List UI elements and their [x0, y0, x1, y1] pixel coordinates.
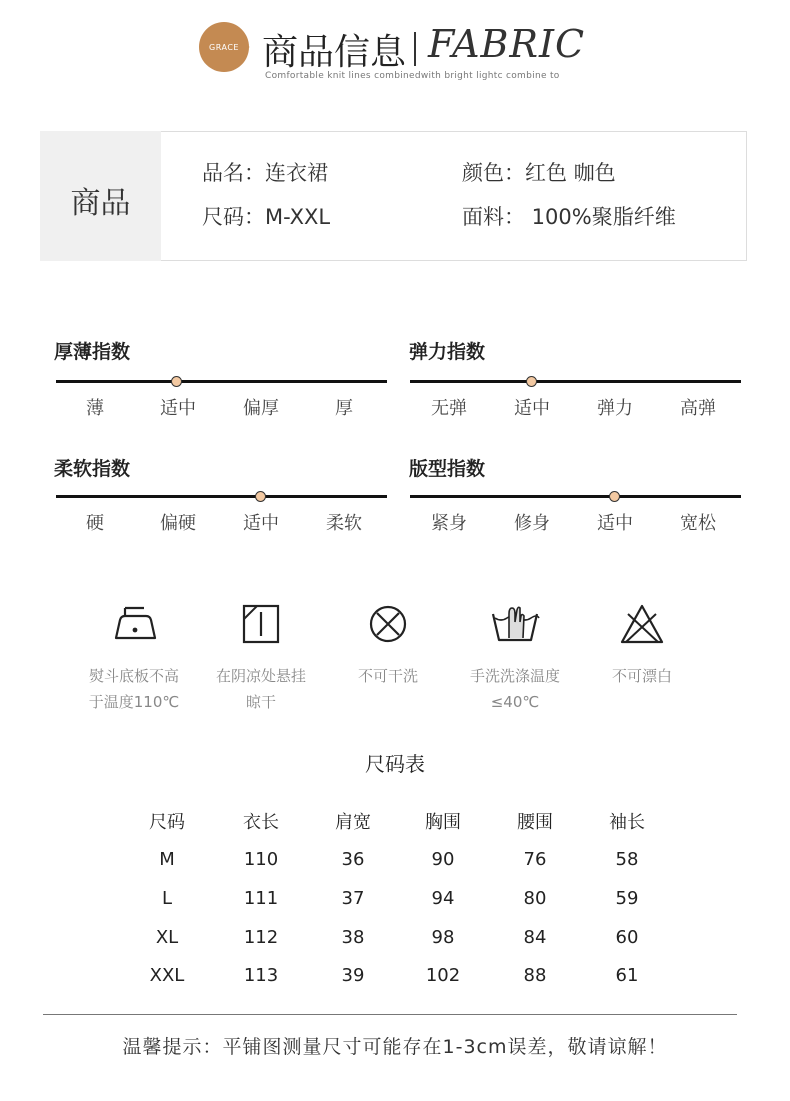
bottom-divider — [43, 1014, 737, 1015]
size-table-cell: 80 — [523, 888, 547, 909]
brand-logo-text: GRACE — [209, 42, 239, 52]
elasticity-index-title: 弹力指数 — [409, 341, 486, 363]
size-table-cell: 60 — [615, 927, 639, 948]
thickness-index-title: 厚薄指数 — [54, 341, 131, 363]
fit-index-marker — [609, 491, 620, 502]
brand-logo — [199, 22, 249, 72]
softness-label: 偏硬 — [160, 513, 196, 534]
hand-wash-icon — [487, 602, 543, 646]
elasticity-index-scale — [410, 380, 741, 383]
size-table-header: 肩宽 — [335, 812, 371, 833]
thickness-index-marker — [171, 376, 182, 387]
no-bleach-icon — [614, 602, 670, 646]
no-dry-clean-icon — [360, 602, 416, 646]
size-table-cell: 88 — [523, 965, 547, 986]
thickness-label: 厚 — [335, 398, 353, 419]
size-table-cell: 98 — [431, 927, 455, 948]
title-divider — [414, 32, 416, 66]
size-table-cell: 59 — [615, 888, 639, 909]
softness-label: 适中 — [243, 513, 279, 534]
fit-index-title: 版型指数 — [409, 458, 486, 480]
size-table-cell: 38 — [341, 927, 365, 948]
care-text-line: 熨斗底板不高 — [88, 667, 180, 685]
fit-label: 宽松 — [680, 513, 716, 534]
size-table-cell: 84 — [523, 927, 547, 948]
care-text-line: 不可干洗 — [357, 667, 419, 685]
thickness-index-scale — [56, 380, 387, 383]
softness-index-marker — [255, 491, 266, 502]
elasticity-label: 高弹 — [680, 398, 716, 419]
elasticity-label: 适中 — [514, 398, 550, 419]
page-title-en: FABRIC — [428, 22, 586, 66]
hang-dry-shade-icon — [233, 602, 289, 646]
fit-label: 紧身 — [431, 513, 467, 534]
size-table-header: 腰围 — [517, 812, 553, 833]
softness-index-title: 柔软指数 — [54, 458, 131, 480]
thickness-label: 薄 — [86, 398, 104, 419]
softness-label: 硬 — [86, 513, 104, 534]
size-table-cell: 102 — [425, 965, 461, 986]
care-text-line: 不可漂白 — [611, 667, 673, 685]
page-title-cn: 商品信息 — [262, 32, 407, 73]
size-table-header: 袖长 — [609, 812, 645, 833]
size-table-header: 尺码 — [149, 812, 185, 833]
page-subtitle: Comfortable knit lines combinedwith bright lightc combine to — [265, 71, 560, 81]
product-name: 品名：连衣裙 — [202, 161, 328, 185]
size-table-cell: 111 — [243, 888, 279, 909]
care-text-line: 在阴凉处悬挂 — [215, 667, 307, 685]
product-color: 颜色：红色 咖色 — [462, 161, 616, 185]
elasticity-index-marker — [526, 376, 537, 387]
size-table-cell: 112 — [243, 927, 279, 948]
care-text-no-bleach — [612, 663, 672, 689]
size-table-cell: 94 — [431, 888, 455, 909]
size-table-header: 衣长 — [243, 812, 279, 833]
size-table-cell: XL — [155, 927, 179, 948]
iron-icon — [106, 602, 162, 646]
fit-index-scale — [410, 495, 741, 498]
size-table-header: 胸围 — [425, 812, 461, 833]
softness-index-scale — [56, 495, 387, 498]
size-table-cell: XXL — [149, 965, 185, 986]
care-text-line: 手洗洗涤温度 — [469, 667, 561, 685]
product-fabric: 面料： 100%聚脂纤维 — [462, 205, 676, 229]
size-table-cell: 37 — [341, 888, 365, 909]
size-table-cell: 110 — [243, 849, 279, 870]
product-info-label: 商品 — [70, 186, 131, 221]
size-table-cell: 90 — [431, 849, 455, 870]
size-table-cell: 58 — [615, 849, 639, 870]
care-text-hang-dry — [216, 663, 306, 715]
fit-label: 修身 — [514, 513, 550, 534]
size-table-cell: 36 — [341, 849, 365, 870]
care-text-iron — [89, 663, 179, 715]
size-table-cell: 61 — [615, 965, 639, 986]
size-table-cell: 113 — [243, 965, 279, 986]
care-text-no-dry-clean — [358, 663, 418, 689]
thickness-label: 适中 — [160, 398, 196, 419]
softness-label: 柔软 — [326, 513, 362, 534]
elasticity-label: 弹力 — [597, 398, 633, 419]
size-table-title: 尺码表 — [365, 752, 425, 776]
fit-label: 适中 — [597, 513, 633, 534]
care-text-line: ≤40℃ — [490, 693, 540, 711]
size-table-cell: 76 — [523, 849, 547, 870]
size-table-cell: L — [161, 888, 173, 909]
elasticity-label: 无弹 — [431, 398, 467, 419]
product-size: 尺码：M-XXL — [202, 205, 331, 229]
care-text-hand-wash — [470, 663, 560, 715]
thickness-label: 偏厚 — [243, 398, 279, 419]
care-text-line: 于温度110℃ — [88, 693, 180, 711]
size-table-cell: 39 — [341, 965, 365, 986]
care-text-line: 晾干 — [245, 693, 277, 711]
measurement-tip: 温馨提示：平铺图测量尺寸可能存在1-3cm误差，敬请谅解！ — [122, 1036, 668, 1058]
size-table-cell: M — [159, 849, 175, 870]
